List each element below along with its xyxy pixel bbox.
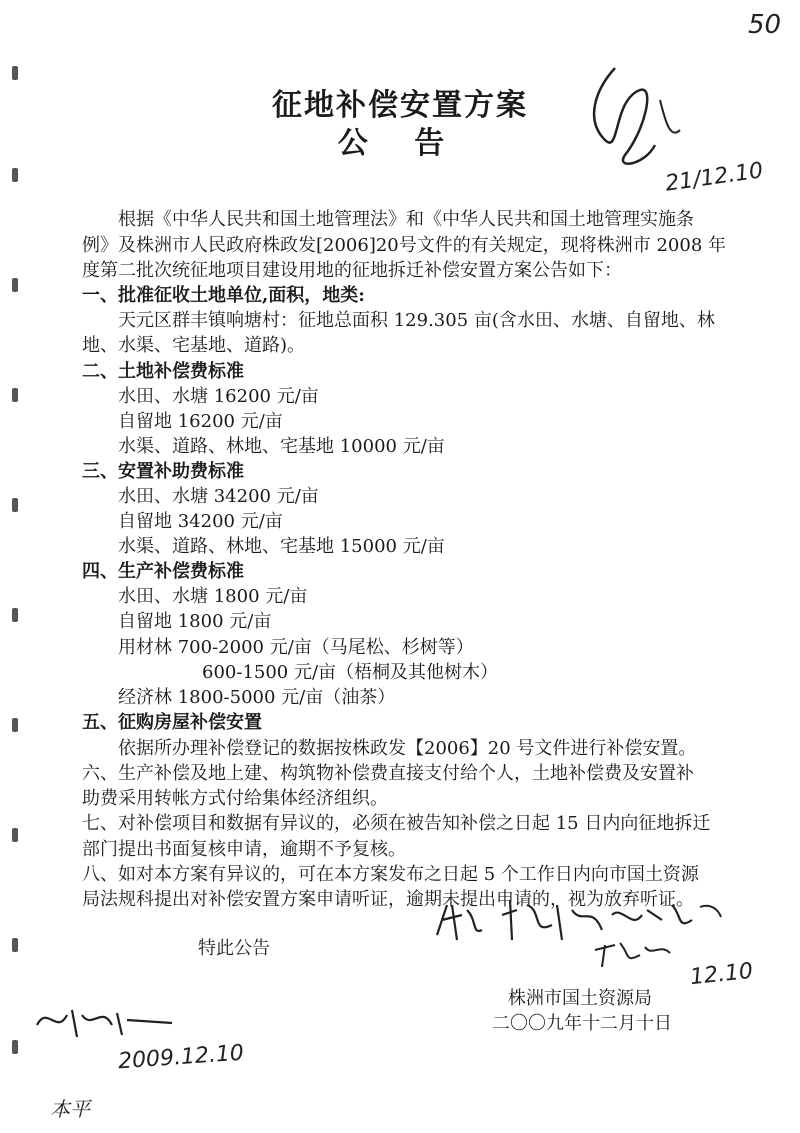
handwritten-date-top-right: 21/12.10 bbox=[663, 158, 765, 197]
issue-date: 二〇〇九年十二月十日 bbox=[492, 1013, 672, 1034]
binding-hole bbox=[12, 828, 18, 842]
section-4-line: 600-1500 元/亩（梧桐及其他树木） bbox=[202, 662, 499, 683]
section-5-line: 依据所办理补偿登记的数据按株政发【2006】20 号文件进行补偿安置。 bbox=[118, 738, 697, 759]
handwritten-page-number: 50 bbox=[748, 10, 782, 40]
binding-hole bbox=[12, 608, 18, 622]
item-8-line: 八、如对本方案有异议的，可在本方案发布之日起 5 个工作日内向市国土资源 bbox=[82, 864, 699, 885]
section-4-line: 水田、水塘 1800 元/亩 bbox=[118, 586, 308, 607]
handwritten-mark: 本平 bbox=[50, 1097, 90, 1121]
binding-hole bbox=[12, 168, 18, 182]
section-heading-1: 一、批准征收土地单位,面积，地类: bbox=[82, 285, 365, 306]
section-2-line: 水渠、道路、林地、宅基地 10000 元/亩 bbox=[118, 436, 445, 457]
section-heading-4: 四、生产补偿费标准 bbox=[82, 561, 244, 582]
section-2-line: 自留地 16200 元/亩 bbox=[118, 411, 283, 432]
section-heading-3: 三、安置补助费标准 bbox=[82, 461, 244, 482]
binding-hole bbox=[12, 278, 18, 292]
handwritten-date-right: 12.10 bbox=[688, 958, 755, 991]
intro-line-1: 根据《中华人民共和国土地管理法》和《中华人民共和国土地管理实施条 bbox=[118, 209, 694, 230]
item-6-line: 六、生产补偿及地上建、构筑物补偿费直接支付给个人，土地补偿费及安置补 bbox=[82, 763, 694, 784]
item-8-line: 局法规科提出对补偿安置方案申请听证，逾期未提出申请的，视为放弃听证。 bbox=[82, 889, 694, 910]
section-4-line: 自留地 1800 元/亩 bbox=[118, 611, 272, 632]
document-subtitle: 公 告 bbox=[337, 126, 463, 161]
binding-hole bbox=[12, 388, 18, 402]
binding-hole bbox=[12, 66, 18, 80]
section-1-line: 地、水渠、宅基地、道路)。 bbox=[82, 335, 306, 356]
handwritten-initials bbox=[590, 935, 680, 970]
section-1-line: 天元区群丰镇响塘村：征地总面积 129.305 亩(含水田、水塘、自留地、林 bbox=[118, 310, 715, 331]
section-heading-2: 二、土地补偿费标准 bbox=[82, 361, 244, 382]
section-4-line: 用材林 700-2000 元/亩（马尾松、杉树等） bbox=[118, 637, 474, 658]
handwritten-signature-left bbox=[32, 995, 177, 1045]
document-title: 征地补偿安置方案 bbox=[272, 88, 528, 123]
section-4-line: 经济林 1800-5000 元/亩（油茶） bbox=[118, 687, 396, 708]
section-2-line: 水田、水塘 16200 元/亩 bbox=[118, 386, 319, 407]
binding-hole bbox=[12, 718, 18, 732]
item-7-line: 七、对补偿项目和数据有异议的，必须在被告知补偿之日起 15 日内向征地拆迁 bbox=[82, 813, 711, 834]
binding-hole bbox=[12, 1040, 18, 1054]
intro-line-2: 例》及株洲市人民政府株政发[2006]20号文件的有关规定，现将株洲市 2008 年 bbox=[82, 235, 727, 256]
section-heading-5: 五、征购房屋补偿安置 bbox=[82, 712, 262, 733]
section-3-line: 水田、水塘 34200 元/亩 bbox=[118, 486, 319, 507]
issuer-name: 株洲市国土资源局 bbox=[508, 988, 652, 1009]
section-3-line: 自留地 34200 元/亩 bbox=[118, 511, 283, 532]
handwritten-date-left: 2009.12.10 bbox=[117, 1040, 245, 1075]
intro-line-3: 度第二批次统征地项目建设用地的征地拆迁补偿安置方案公告如下： bbox=[82, 260, 622, 281]
item-6-line: 助费采用转帐方式付给集体经济组织。 bbox=[82, 788, 388, 809]
item-7-line: 部门提出书面复核申请，逾期不予复核。 bbox=[82, 839, 406, 860]
binding-hole bbox=[12, 938, 18, 952]
section-3-line: 水渠、道路、林地、宅基地 15000 元/亩 bbox=[118, 536, 445, 557]
binding-hole bbox=[12, 498, 18, 512]
closing-text: 特此公告 bbox=[198, 938, 270, 959]
